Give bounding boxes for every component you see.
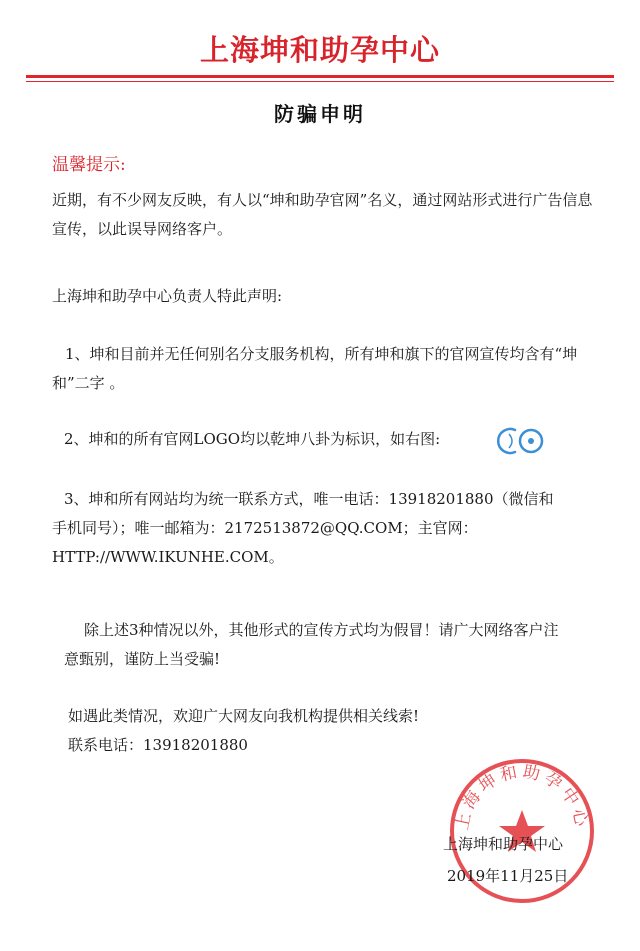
paragraph-point-2: 2、坤和的所有官网LOGO均以乾坤八卦为标识，如右图: xyxy=(64,430,441,448)
warning-line: 意甄别，谨防上当受骗! xyxy=(64,650,221,668)
paragraph-point-3 xyxy=(52,485,609,572)
paragraph-warning xyxy=(64,616,609,674)
contact-phone: 联系电话：13918201880 xyxy=(68,736,248,754)
notice-label: 温馨提示: xyxy=(52,155,126,175)
bagua-logo-icon xyxy=(495,425,549,457)
paragraph-report: 近期，有不少网友反映，有人以“坤和助孕官网”名义，通过网站形式进行广告信息宣传，以此误导网络客户。 xyxy=(52,191,593,238)
point-3-line: 手机同号）；唯一邮箱为：2172513872@QQ.COM；主官网： xyxy=(52,519,478,537)
header-rule-thin xyxy=(26,81,614,82)
point-3-line: HTTP://WWW.IKUNHE.COM。 xyxy=(52,548,284,566)
document-title: 防骗申明 xyxy=(274,102,366,126)
header-org-name: 上海坤和助孕中心 xyxy=(199,33,440,67)
warning-line: 除上述3种情况以外，其他形式的宣传方式均为假冒！请广大网络客户注 xyxy=(84,621,559,639)
paragraph-point-1: 1、坤和目前并无任何别名分支服务机构，所有坤和旗下的官网宣传均含有“坤和”二字 。 xyxy=(52,345,578,392)
point-3-line: 3、坤和所有网站均为统一联系方式，唯一电话：13918201880（微信和 xyxy=(64,490,554,508)
svg-text:上海坤和助孕中心: 上海坤和助孕中心 xyxy=(452,761,592,832)
header-rule-thick xyxy=(26,75,614,78)
signature-date: 2019年11月25日 xyxy=(447,867,569,885)
paragraph-clue-request: 如遇此类情况，欢迎广大网友向我机构提供相关线索! xyxy=(68,707,420,725)
signature-org: 上海坤和助孕中心 xyxy=(443,835,564,853)
paragraph-declaration-intro: 上海坤和助孕中心负责人特此声明: xyxy=(52,287,283,305)
